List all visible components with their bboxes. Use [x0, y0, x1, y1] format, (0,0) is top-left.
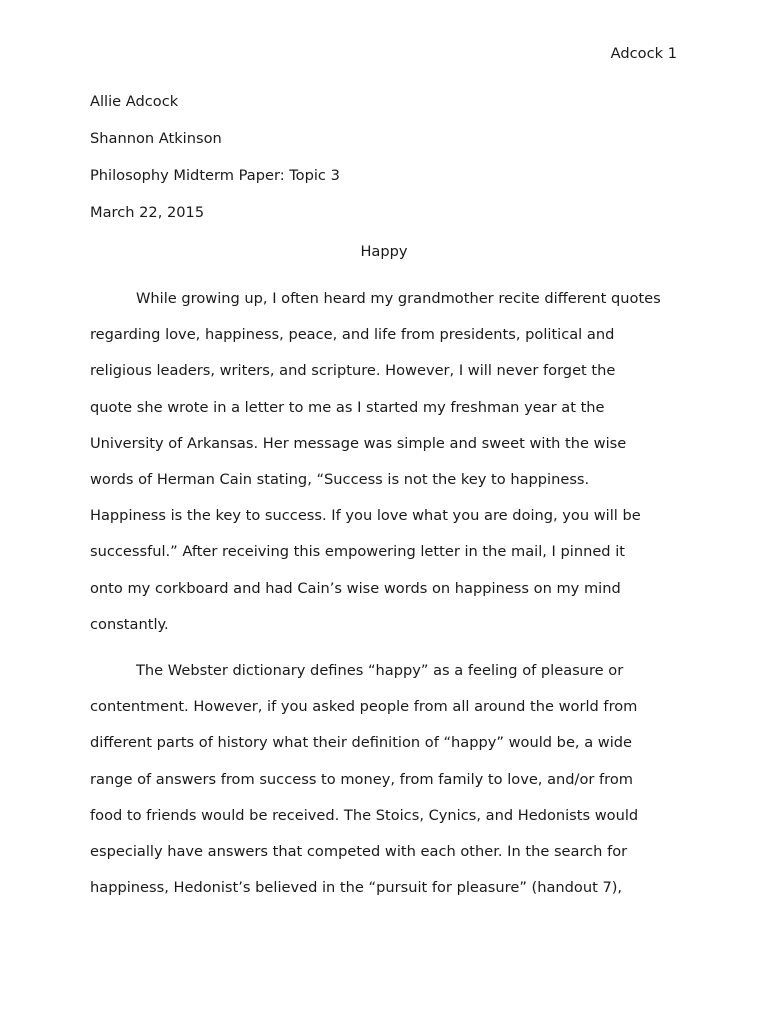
instructor-name: Shannon Atkinson: [90, 130, 222, 147]
paragraph-line: happiness, Hedonist’s believed in the “pursuit for pleasure” (handout 7),: [90, 879, 623, 897]
paragraph-line: especially have answers that competed with each other. In the search for: [90, 842, 628, 860]
paragraph-line: University of Arkansas. Her message was simple and sweet with the wise: [90, 434, 627, 452]
paragraph-line: different parts of history what their definition of “happy” would be, a wide: [90, 734, 633, 752]
paragraph-line: constantly.: [90, 615, 169, 633]
paragraph-line: quote she wrote in a letter to me as I started my freshman year at the: [90, 398, 605, 416]
course-title: Philosophy Midterm Paper: Topic 3: [90, 167, 340, 184]
paragraph-line: onto my corkboard and had Cain’s wise words on happiness on my mind: [90, 579, 621, 597]
paragraph-line: Happiness is the key to success. If you love what you are doing, you will be: [90, 507, 641, 525]
paragraph-line: food to friends would be received. The Stoics, Cynics, and Hedonists would: [90, 806, 639, 824]
author-name: Allie Adcock: [90, 93, 179, 110]
paragraph-line: religious leaders, writers, and scripture. However, I will never forget the: [90, 362, 616, 380]
paragraph-line: range of answers from success to money, from family to love, and/or from: [90, 770, 633, 788]
paragraph-line: regarding love, happiness, peace, and life from presidents, political and: [90, 326, 615, 344]
paragraph-line: The Webster dictionary defines “happy” as a feeling of pleasure or: [136, 662, 624, 679]
paragraph-1: [90, 289, 678, 651]
mla-heading: [90, 92, 340, 240]
running-header: Adcock 1: [610, 45, 677, 62]
paragraph-2: [90, 661, 678, 914]
paper-date: March 22, 2015: [90, 204, 205, 221]
paragraph-line: While growing up, I often heard my grandmother recite different quotes: [136, 290, 661, 307]
paragraph-line: contentment. However, if you asked people from all around the world from: [90, 698, 638, 716]
paragraph-line: successful.” After receiving this empowering letter in the mail, I pinned it: [90, 543, 625, 561]
paper-title: Happy: [360, 243, 408, 260]
paragraph-line: words of Herman Cain stating, “Success is not the key to happiness.: [90, 470, 590, 488]
